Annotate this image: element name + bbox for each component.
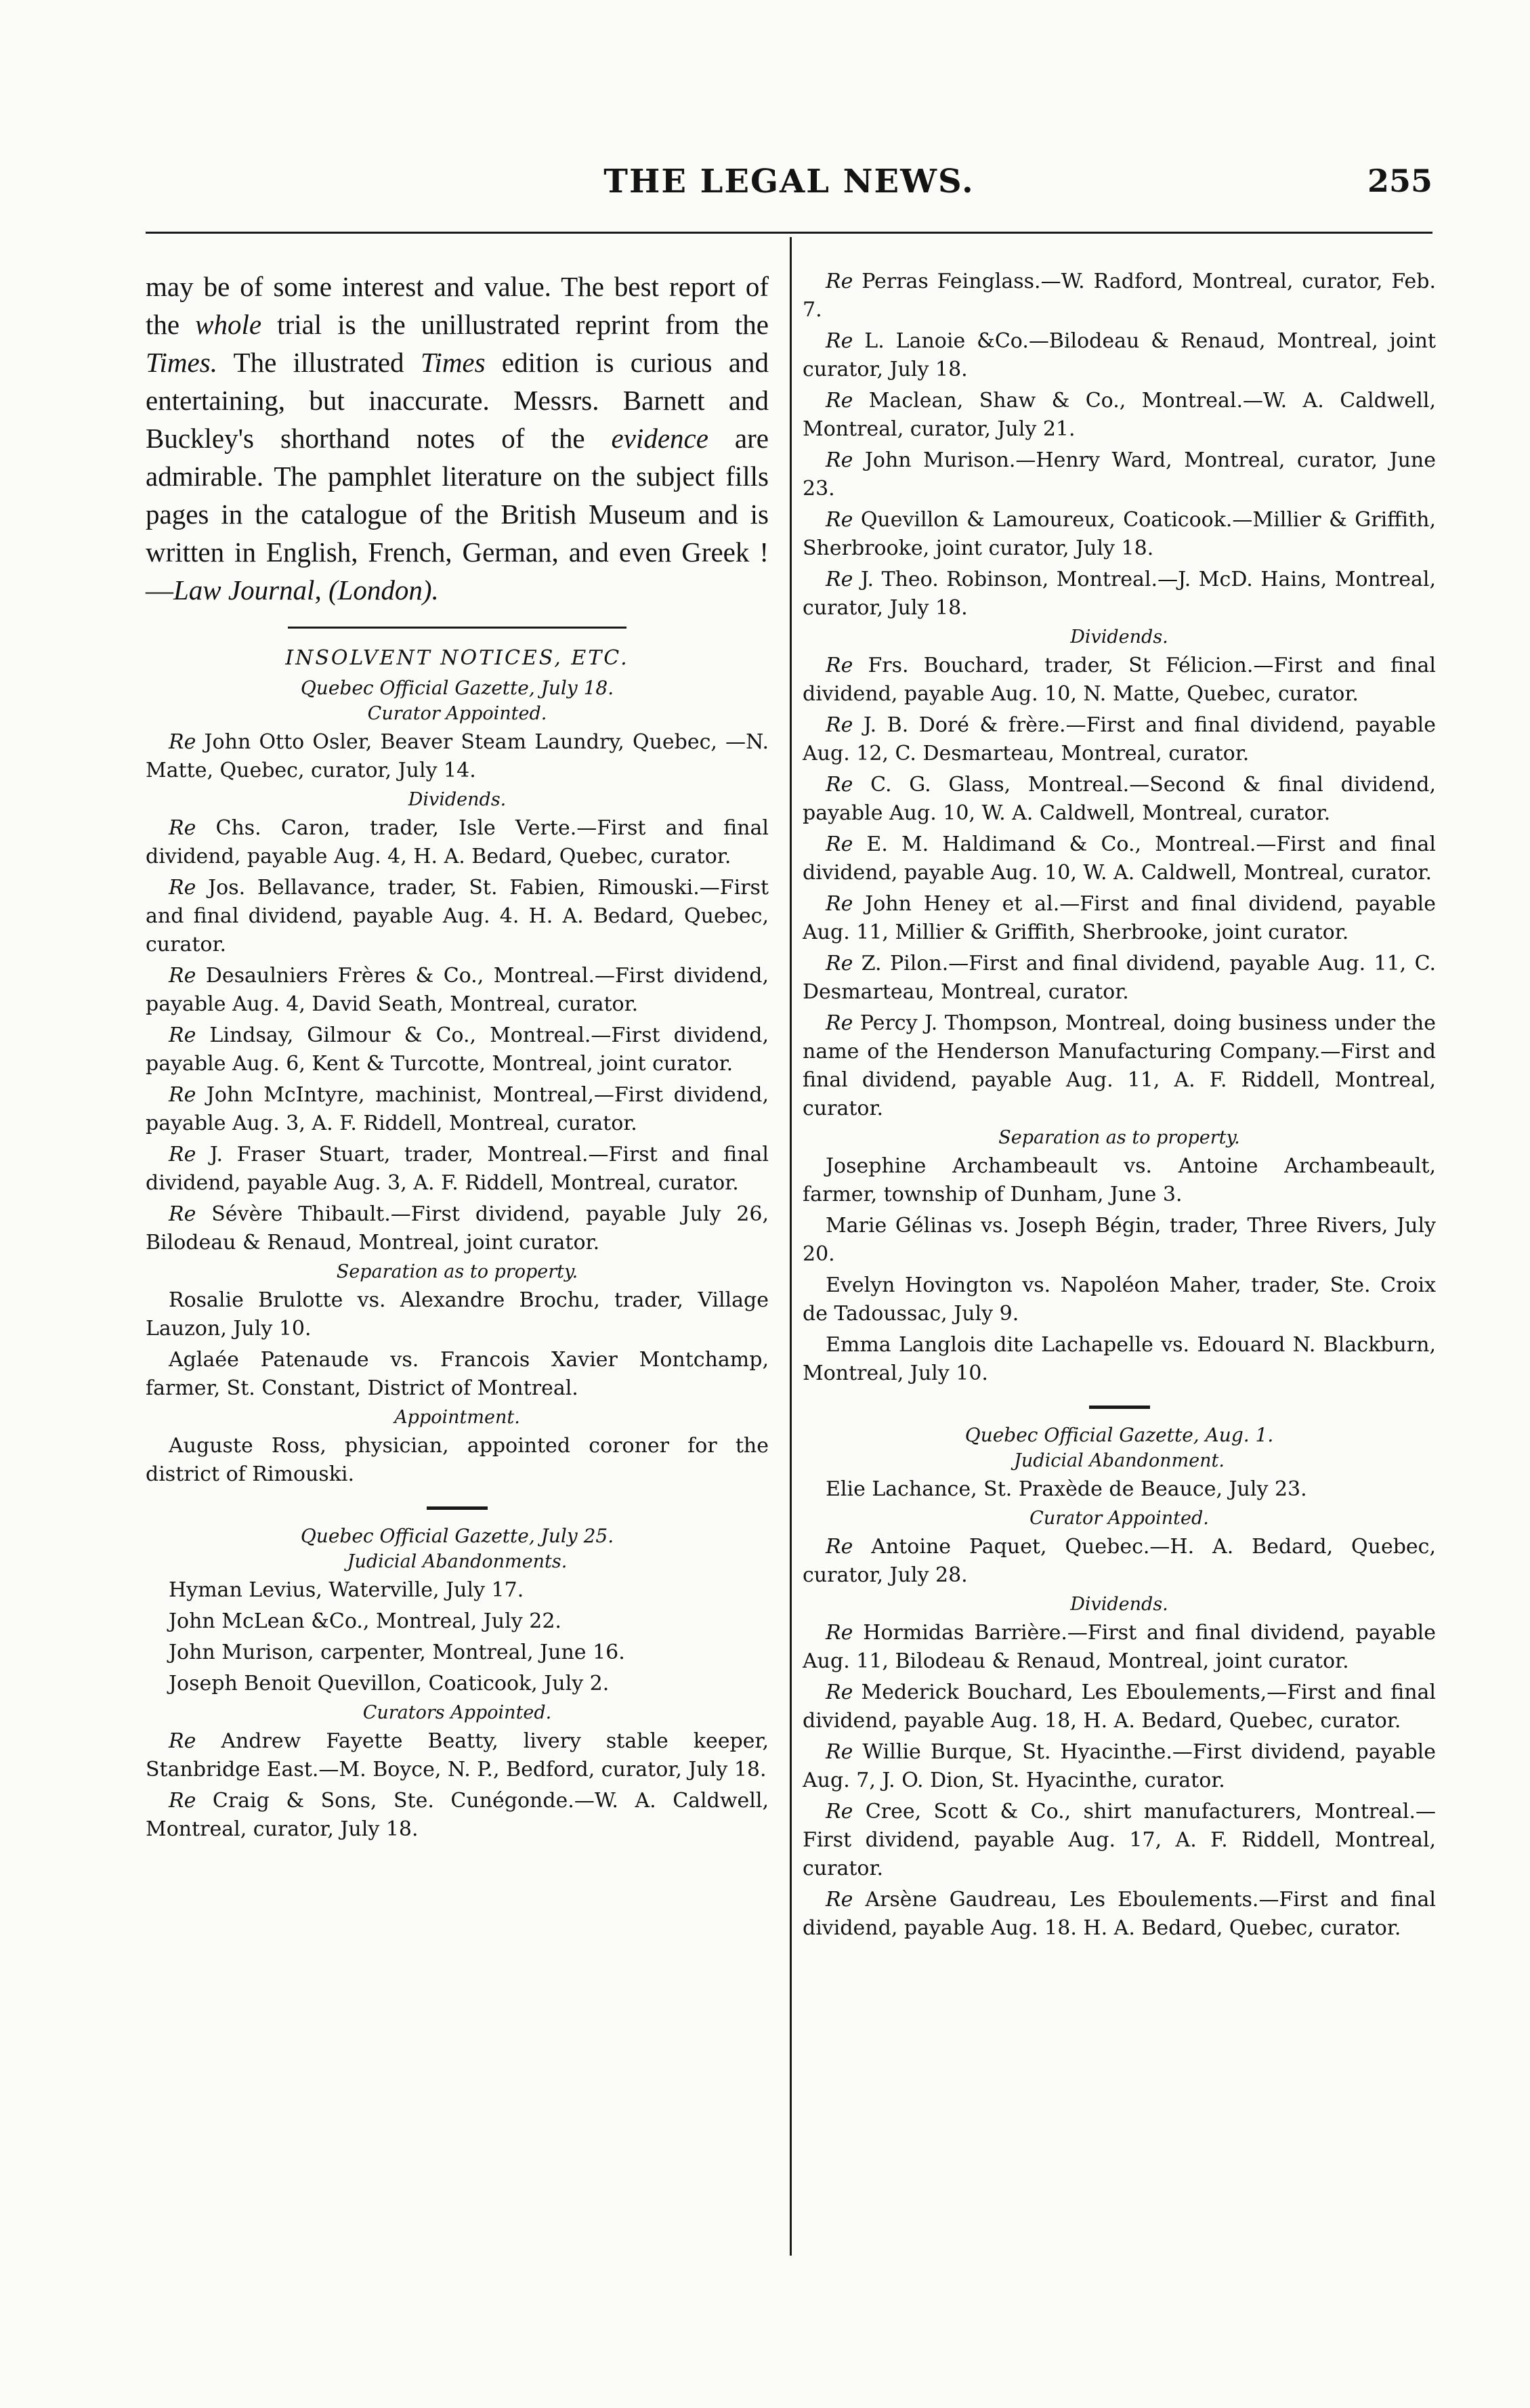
notice-text: L. Lanoie &Co.—Bilodeau & Renaud, Montreal, joint curator, July 18. [803,329,1436,381]
text-run: edition is curious and entertaining, but inaccurate. Messrs. Barnett and Buckley's shorthand notes of the [146,347,769,454]
re-label: Re [826,1681,853,1704]
notice-entry [803,890,1436,947]
notice-entry: Josephine Archambeault vs. Antoine Archambeault, farmer, township of Dunham, June 3. [803,1154,1436,1206]
re-label: Re [826,1800,853,1823]
appointment-list [146,1432,769,1489]
notice-entry [803,652,1436,709]
re-label: Re [169,1729,196,1753]
journal-title: THE LEGAL NEWS. [603,163,975,200]
re-label: Re [826,389,853,413]
notice-entry: Evelyn Hovington vs. Napoléon Maher, trader, Ste. Croix de Tadoussac, July 9. [803,1273,1436,1326]
notice-entry [146,1787,769,1844]
re-label: Re [826,508,853,532]
notice-entry: Elie Lachance, St. Praxède de Beauce, July 23. [826,1477,1307,1501]
text-run: The illustrated [217,347,421,378]
re-label: Re [169,1023,196,1047]
emphasis: whole [195,309,262,340]
notice-text: Lindsay, Gilmour & Co., Montreal.—First dividend, payable Aug. 6, Kent & Turcotte, Montreal, joint curator. [146,1023,769,1076]
notice-text: Cree, Scott & Co., shirt manufacturers, Montreal.—First dividend, payable Aug. 17, A. F. Riddell, Montreal, curator. [803,1800,1436,1880]
emphasis: evidence [611,423,708,454]
subheading-dividends: Dividends. [1070,627,1168,648]
re-label: Re [826,448,853,472]
notice-entry [146,962,769,1019]
notice-entry: Joseph Benoit Quevillon, Coaticook, July 2. [169,1672,610,1695]
notice-text: Frs. Bouchard, trader, St Félicion.—First and final dividend, payable Aug. 10, N. Matte, Quebec, curator. [803,654,1436,706]
text-run: may be of some interest and value. The best report of the [146,271,769,340]
curators-list-continued [803,268,1436,622]
notice-entry [803,506,1436,563]
subheading-curator: Curator Appointed. [1029,1508,1209,1529]
curator-list [146,728,769,785]
re-label: Re [826,329,853,353]
gazette-heading: Quebec Official Gazette, July 18. [300,677,614,699]
section-title: INSOLVENT NOTICES, ETC. [285,646,629,670]
subheading-curators: Curators Appointed. [362,1702,552,1723]
notice-entry [146,1200,769,1257]
notice-entry [146,874,769,959]
section-rule [288,627,626,629]
notice-entry [146,1021,769,1078]
re-label: Re [169,1202,196,1226]
curator-list [803,1533,1436,1590]
notice-entry: John Murison, carpenter, Montreal, June 16. [169,1641,625,1664]
judicial-list [803,1475,1436,1504]
subheading-judicial: Judicial Abandonment. [1014,1450,1225,1471]
re-label: Re [826,1011,853,1035]
page-number: 255 [1367,163,1432,199]
re-label: Re [826,832,853,856]
gazette-heading: Quebec Official Gazette, Aug. 1. [964,1424,1274,1446]
notice-text: Perras Feinglass.—W. Radford, Montreal, curator, Feb. 7. [803,270,1436,322]
notice-entry [803,1886,1436,1943]
re-label: Re [169,816,196,840]
notice-text: John McIntyre, machinist, Montreal,—First dividend, payable Aug. 3, A. F. Riddell, Montreal, curator. [146,1083,769,1135]
notice-entry [803,950,1436,1007]
re-label: Re [169,1143,196,1166]
page-header [146,163,1432,217]
article-ending-paragraph [146,268,769,609]
re-label: Re [826,654,853,677]
notice-text: Maclean, Shaw & Co., Montreal.—W. A. Caldwell, Montreal, curator, July 21. [803,389,1436,441]
notice-text: Quevillon & Lamoureux, Coaticook.—Millier & Griffith, Sherbrooke, joint curator, July 18. [803,508,1436,560]
re-label: Re [826,773,853,797]
notice-entry: Aglaée Patenaude vs. Francois Xavier Montchamp, farmer, St. Constant, District of Montreal. [146,1348,769,1400]
notice-entry: Auguste Ross, physician, appointed coroner for the district of Rimouski. [146,1434,769,1486]
re-label: Re [826,1888,853,1911]
notice-text: Jos. Bellavance, trader, St. Fabien, Rimouski.—First and final dividend, payable Aug. 4. H. A. Bedard, Quebec, curator. [146,876,769,956]
notice-entry [146,1081,769,1138]
notice-text: Craig & Sons, Ste. Cunégonde.—W. A. Caldwell, Montreal, curator, July 18. [146,1789,769,1841]
left-column [146,268,769,1846]
re-label: Re [169,876,196,900]
curators-list [146,1727,769,1844]
emphasis: Times. [146,347,217,378]
subheading-dividends: Dividends. [1070,1594,1168,1615]
notice-entry [803,1738,1436,1795]
notice-entry [803,1533,1436,1590]
notice-text: Chs. Caron, trader, Isle Verte.—First and final dividend, payable Aug. 4, H. A. Bedard, Quebec, curator. [146,816,769,868]
notice-text: John Otto Osler, Beaver Steam Laundry, Quebec, —N. Matte, Quebec, curator, July 14. [146,730,769,782]
notice-text: Willie Burque, St. Hyacinthe.—First dividend, payable Aug. 7, J. O. Dion, St. Hyacinthe, curator. [803,1740,1436,1792]
notice-text: Sévère Thibault.—First dividend, payable July 26, Bilodeau & Renaud, Montreal, joint curator. [146,1202,769,1254]
notice-text: J. B. Doré & frère.—First and final dividend, payable Aug. 12, C. Desmarteau, Montreal, curator. [803,713,1436,765]
notice-entry [146,814,769,871]
notice-entry: John McLean &Co., Montreal, July 22. [169,1609,561,1633]
notice-text: J. Fraser Stuart, trader, Montreal.—First and final dividend, payable Aug. 3, A. F. Riddell, Montreal, curator. [146,1143,769,1195]
emphasis: Times [420,347,486,378]
short-rule [427,1506,488,1510]
notice-text: Desaulniers Frères & Co., Montreal.—First dividend, payable Aug. 4, David Seath, Montreal, curator. [146,964,769,1016]
subheading-appointment: Appointment. [394,1407,520,1428]
notice-text: John Murison.—Henry Ward, Montreal, curator, June 23. [803,448,1436,501]
re-label: Re [826,1621,853,1645]
notice-entry [803,268,1436,324]
re-label: Re [826,1535,853,1559]
re-label: Re [826,1740,853,1764]
gazette-heading: Quebec Official Gazette, July 25. [300,1525,614,1547]
notice-text: Mederick Bouchard, Les Eboulements,—First and final dividend, payable Aug. 18, H. A. Bedard, Quebec, curator. [803,1681,1436,1733]
notice-entry [803,1619,1436,1676]
dividend-list [803,1619,1436,1943]
short-rule [1089,1406,1150,1409]
judicial-list [146,1576,769,1698]
header-rule [146,232,1432,234]
notice-entry [146,1727,769,1784]
notice-entry [803,771,1436,828]
subheading-curator: Curator Appointed. [367,703,547,724]
source-citation: Law Journal, (London). [173,574,439,606]
notice-entry: Emma Langlois dite Lachapelle vs. Edouard N. Blackburn, Montreal, July 10. [803,1333,1436,1385]
re-label: Re [169,730,196,754]
separation-list [803,1152,1436,1388]
notice-text: C. G. Glass, Montreal.—Second & final dividend, payable Aug. 10, W. A. Caldwell, Montreal, curator. [803,773,1436,825]
notice-entry [803,446,1436,503]
notice-entry [803,1678,1436,1735]
re-label: Re [826,568,853,591]
notice-text: E. M. Haldimand & Co., Montreal.—First and final dividend, payable Aug. 10, W. A. Caldwell, Montreal, curator. [803,832,1436,885]
notice-entry [803,1798,1436,1883]
notice-entry [803,711,1436,768]
notice-text: John Heney et al.—First and final dividend, payable Aug. 11, Millier & Griffith, Sherbrooke, joint curator. [803,892,1436,944]
notice-text: Arsène Gaudreau, Les Eboulements.—First and final dividend, payable Aug. 18. H. A. Bedard, Quebec, curator. [803,1888,1436,1940]
subheading-separation: Separation as to property. [998,1127,1240,1148]
notice-entry [803,1009,1436,1123]
re-label: Re [826,713,853,737]
re-label: Re [826,270,853,293]
notice-text: Hormidas Barrière.—First and final dividend, payable Aug. 11, Bilodeau & Renaud, Montreal, joint curator. [803,1621,1436,1673]
notice-entry [803,566,1436,622]
re-label: Re [169,1083,196,1107]
notice-text: Percy J. Thompson, Montreal, doing business under the name of the Henderson Manufacturing Company.—First and final dividend, payable Aug. 11, A. F. Riddell, Montreal, curator. [803,1011,1436,1120]
notice-entry: Rosalie Brulotte vs. Alexandre Brochu, trader, Village Lauzon, July 10. [146,1288,769,1340]
separation-list [146,1286,769,1403]
subheading-judicial: Judicial Abandonments. [347,1551,568,1572]
right-column [803,268,1436,1945]
notice-entry [803,327,1436,384]
text-run: trial is the unillustrated reprint from the [261,309,769,340]
re-label: Re [169,1789,196,1813]
notice-entry: Hyman Levius, Waterville, July 17. [169,1578,524,1602]
notice-text: Andrew Fayette Beatty, livery stable keeper, Stanbridge East.—M. Boyce, N. P., Bedford, curator, July 18. [146,1729,769,1781]
re-label: Re [826,952,853,975]
re-label: Re [169,964,196,988]
notice-entry [146,728,769,785]
re-label: Re [826,892,853,916]
notice-entry: Marie Gélinas vs. Joseph Bégin, trader, Three Rivers, July 20. [803,1214,1436,1266]
notice-text: J. Theo. Robinson, Montreal.—J. McD. Hains, Montreal, curator, July 18. [803,568,1436,620]
column-divider [790,237,792,2256]
text-run: are admirable. The pamphlet literature on the subject fills pages in the catalogue of the British Museum and is written in English, French, German, and even Greek !— [146,423,769,606]
notice-text: Antoine Paquet, Quebec.—H. A. Bedard, Quebec, curator, July 28. [803,1535,1436,1587]
subheading-separation: Separation as to property. [336,1261,578,1282]
notice-entry [146,1141,769,1198]
subheading-dividends: Dividends. [408,789,507,810]
notice-entry [803,830,1436,887]
dividend-list [146,814,769,1257]
notice-text: Z. Pilon.—First and final dividend, payable Aug. 11, C. Desmarteau, Montreal, curator. [803,952,1436,1004]
dividend-list [803,652,1436,1123]
notice-entry [803,387,1436,444]
